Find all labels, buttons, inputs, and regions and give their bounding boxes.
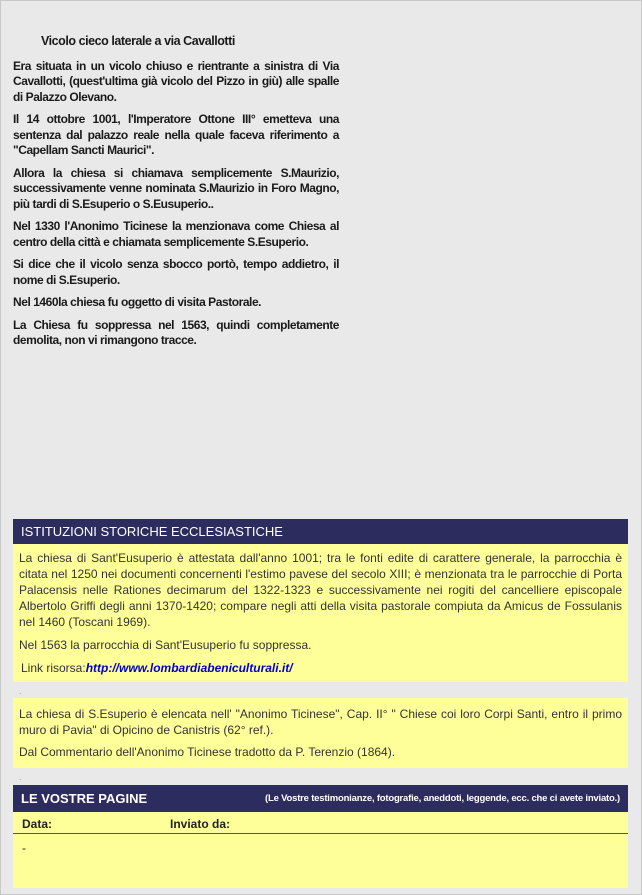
istituzioni-header: ISTITUZIONI STORICHE ECCLESIASTICHE xyxy=(21,524,283,539)
article-paragraph: Allora la chiesa si chiamava semplicemente S.Maurizio, successivamente venne nominata S.Maurizio in Foro Magno, più tardi di S.Esuperio o S.Eusuperio.. xyxy=(13,165,339,211)
article-paragraph: Si dice che il vicolo senza sbocco portò, tempo addietro, il nome di S.Esuperio. xyxy=(13,257,339,287)
vostre-pagine-columns xyxy=(13,812,628,834)
istituzioni-paragraph: Nel 1563 la parrocchia di Sant'Eusuperio fu soppressa. xyxy=(19,638,312,652)
article-paragraph: Nel 1460la chiesa fu oggetto di visita Pastorale. xyxy=(13,295,262,309)
vostre-pagine-subheader: (Le Vostre testimonianze, fotografie, aneddoti, leggende, ecc. che ci avete inviato.) xyxy=(265,793,620,804)
article-paragraph: Il 14 ottobre 1001, l'Imperatore Ottone III° emetteva una sentenza dal palazzo reale nella quale faceva riferimento a "Capellam Sancti Maurici". xyxy=(13,112,339,157)
vostre-pagine-header: LE VOSTRE PAGINE xyxy=(21,791,148,806)
separator-dot: . xyxy=(19,686,22,696)
lombardia-beni-culturali-link[interactable]: http://www.lombardiabeniculturali.it/ xyxy=(85,661,293,675)
separator-dot: . xyxy=(19,772,22,782)
col-data: Data: xyxy=(22,817,53,831)
istituzioni-box xyxy=(13,544,628,682)
col-inviato-da: Inviato da: xyxy=(170,817,231,831)
anonimo-paragraph: Dal Commentario dell'Anonimo Ticinese tradotto da P. Terenzio (1864). xyxy=(19,745,396,759)
vostre-pagine-box xyxy=(13,812,628,888)
istituzioni-header-bar xyxy=(13,519,628,544)
link-resource-label: Link risorsa: xyxy=(21,661,86,675)
vostre-pagine-header-bar xyxy=(13,785,628,812)
vostre-pagine-entry: - xyxy=(22,841,26,855)
article-paragraph: Nel 1330 l'Anonimo Ticinese la menzionava come Chiesa al centro della città e chiamata semplicemente S.Esuperio. xyxy=(13,219,339,249)
article-paragraph: La Chiesa fu soppressa nel 1563, quindi completamente demolita, non vi rimangono tracce. xyxy=(13,317,339,347)
article-paragraph: Era situata in un vicolo chiuso e rientrante a sinistra di Via Cavallotti, (quest'ultima già vicolo del Pizzo in giù) alle spalle di Palazzo Olevano. xyxy=(13,58,339,104)
article xyxy=(13,34,339,356)
anonimo-box xyxy=(13,698,628,768)
istituzioni-paragraph: La chiesa di Sant'Eusuperio è attestata dall'anno 1001; tra le fonti edite di carattere generale, la parrocchia è citata nel 1250 nei documenti concernenti l'estimo pavese del secolo XIII; è menzionata tra le parrocchie di Porta Palacensis nelle Rationes decimarum del 1322-1323 e successivamente nei rogiti del cancelliere episcopale Albertolo Griffi degli anni 1370-1420; compare negli atti della visita pastorale compiuta da Amicus de Fossulanis nel 1460 (Toscani 1969). xyxy=(19,551,622,629)
link-resource-line xyxy=(19,660,622,676)
article-title: Vicolo cieco laterale a via Cavallotti xyxy=(41,34,235,48)
anonimo-paragraph: La chiesa di S.Esuperio è elencata nell' "Anonimo Ticinese", Cap. II° " Chiese coi loro Corpi Santi, entro il primo muro di Pavia" di Opicino de Canistris (62° ref.). xyxy=(19,707,622,737)
